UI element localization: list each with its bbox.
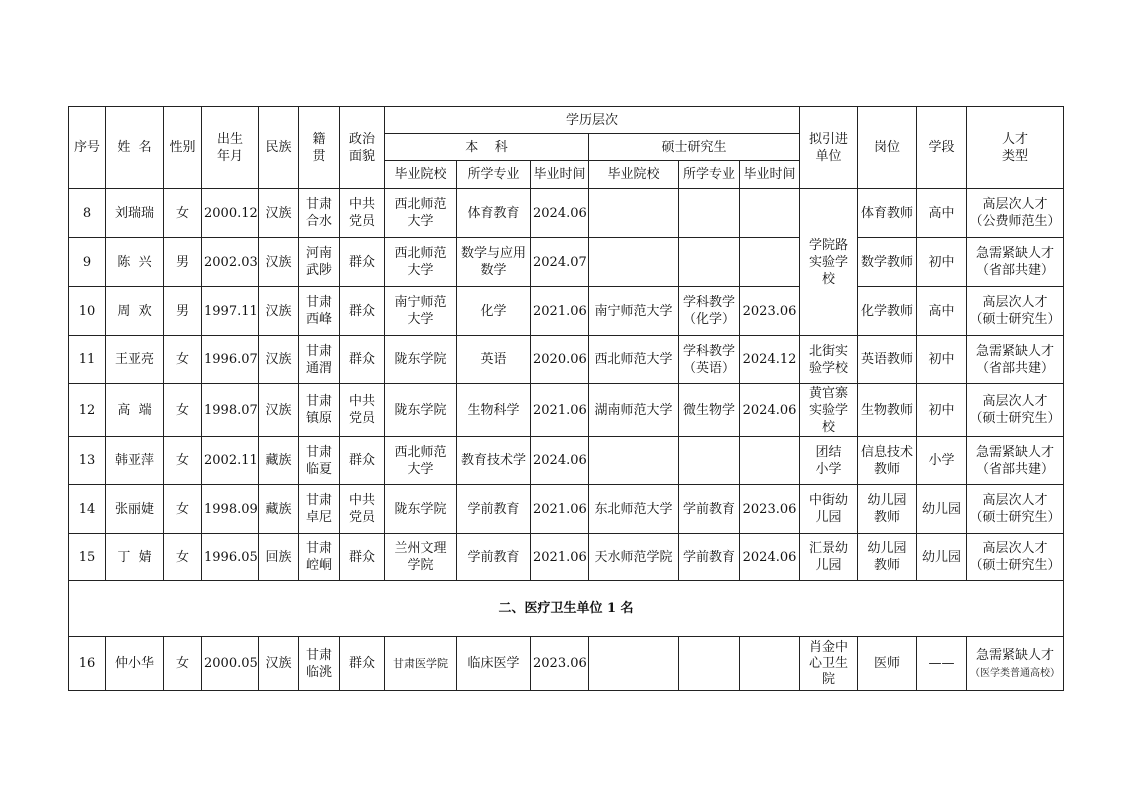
b-school-cell: 兰州文理 学院: [385, 534, 457, 581]
m-school-cell: [589, 238, 679, 287]
hometown-cell: 甘肃 卓尼: [299, 485, 340, 534]
gender-cell: 女: [164, 189, 202, 238]
b-school-cell: 陇东学院: [385, 336, 457, 384]
header-post: 岗位: [858, 107, 917, 189]
b-time-cell: 2023.06: [531, 637, 589, 691]
seq-cell: 11: [69, 336, 106, 384]
talent-cell: 高层次人才 （硕士研究生）: [967, 534, 1064, 581]
b-school-cell: 陇东学院: [385, 485, 457, 534]
header-gender: 性别: [164, 107, 202, 189]
m-school-cell: 天水师范学院: [589, 534, 679, 581]
m-major-cell: [679, 437, 740, 485]
b-time-cell: 2024.06: [531, 437, 589, 485]
header-ethnicity: 民族: [259, 107, 299, 189]
b-major-cell: 化学: [457, 287, 531, 336]
ethnicity-cell: 汉族: [259, 238, 299, 287]
b-major-cell: 数学与应用 数学: [457, 238, 531, 287]
header-unit: 拟引进 单位: [800, 107, 858, 189]
stage-cell: 幼儿园: [917, 534, 967, 581]
stage-cell: ——: [917, 637, 967, 691]
m-school-cell: 西北师范大学: [589, 336, 679, 384]
b-time-cell: 2024.07: [531, 238, 589, 287]
table-row: [69, 189, 1064, 238]
table-row: [69, 637, 1064, 691]
hometown-cell: 甘肃 临洮: [299, 637, 340, 691]
m-time-cell: [740, 189, 800, 238]
hometown-cell: 甘肃 临夏: [299, 437, 340, 485]
b-major-cell: 体育教育: [457, 189, 531, 238]
header-political: 政治 面貌: [340, 107, 385, 189]
b-major-cell: 生物科学: [457, 384, 531, 437]
unit-cell: 黄官寨 实验学 校: [800, 384, 858, 437]
m-time-cell: 2023.06: [740, 287, 800, 336]
stage-cell: 高中: [917, 287, 967, 336]
talent-cell: 高层次人才 （硕士研究生）: [967, 485, 1064, 534]
ethnicity-cell: 汉族: [259, 637, 299, 691]
m-time-cell: [740, 437, 800, 485]
talent-cell: 高层次人才 （公费师范生）: [967, 189, 1064, 238]
birth-cell: 2000.12: [202, 189, 259, 238]
unit-cell: 汇景幼 儿园: [800, 534, 858, 581]
unit-cell: 肖金中 心卫生 院: [800, 637, 858, 691]
post-cell: 医师: [858, 637, 917, 691]
m-major-cell: 学科教学 （英语）: [679, 336, 740, 384]
seq-cell: 9: [69, 238, 106, 287]
b-school-cell: 甘肃医学院: [385, 637, 457, 691]
talent-cell: 急需紧缺人才 （省部共建）: [967, 437, 1064, 485]
m-school-cell: 湖南师范大学: [589, 384, 679, 437]
hometown-cell: 甘肃 镇原: [299, 384, 340, 437]
b-major-cell: 临床医学: [457, 637, 531, 691]
birth-cell: 1998.07: [202, 384, 259, 437]
table-row: [69, 437, 1064, 485]
seq-cell: 14: [69, 485, 106, 534]
post-cell: 幼儿园 教师: [858, 485, 917, 534]
m-major-cell: 微生物学: [679, 384, 740, 437]
ethnicity-cell: 汉族: [259, 336, 299, 384]
stage-cell: 高中: [917, 189, 967, 238]
b-school-cell: 西北师范 大学: [385, 189, 457, 238]
birth-cell: 1996.05: [202, 534, 259, 581]
name-cell: 刘瑞瑞: [106, 189, 164, 238]
seq-cell: 16: [69, 637, 106, 691]
b-major-cell: 英语: [457, 336, 531, 384]
seq-cell: 15: [69, 534, 106, 581]
post-cell: 生物教师: [858, 384, 917, 437]
political-cell: 中共 党员: [340, 485, 385, 534]
table-row: [69, 238, 1064, 287]
table-row: [69, 485, 1064, 534]
political-cell: 群众: [340, 287, 385, 336]
section-title: 二、医疗卫生单位 1 名: [69, 581, 1064, 637]
birth-cell: 1997.11: [202, 287, 259, 336]
gender-cell: 女: [164, 384, 202, 437]
political-cell: 中共 党员: [340, 384, 385, 437]
header-seq: 序号: [69, 107, 106, 189]
hometown-cell: 甘肃 崆峒: [299, 534, 340, 581]
seq-cell: 8: [69, 189, 106, 238]
table-row: [69, 287, 1064, 336]
name-cell: 张丽婕: [106, 485, 164, 534]
b-school-cell: 陇东学院: [385, 384, 457, 437]
ethnicity-cell: 汉族: [259, 384, 299, 437]
section-row: [69, 581, 1064, 637]
talent-table: [68, 106, 1064, 691]
stage-cell: 初中: [917, 336, 967, 384]
table-row: [69, 336, 1064, 384]
talent-cell: 急需紧缺人才 （省部共建）: [967, 238, 1064, 287]
ethnicity-cell: 汉族: [259, 189, 299, 238]
seq-cell: 13: [69, 437, 106, 485]
b-time-cell: 2021.06: [531, 485, 589, 534]
post-cell: 幼儿园 教师: [858, 534, 917, 581]
b-time-cell: 2024.06: [531, 189, 589, 238]
header-education-group: 学历层次: [385, 107, 800, 134]
ethnicity-cell: 藏族: [259, 485, 299, 534]
gender-cell: 男: [164, 287, 202, 336]
m-time-cell: [740, 637, 800, 691]
name-cell: 王亚亮: [106, 336, 164, 384]
header-hometown: 籍 贯: [299, 107, 340, 189]
gender-cell: 女: [164, 485, 202, 534]
gender-cell: 女: [164, 336, 202, 384]
post-cell: 数学教师: [858, 238, 917, 287]
gender-cell: 男: [164, 238, 202, 287]
header-master-group: 硕士研究生: [589, 134, 800, 161]
header-m-school: 毕业院校: [589, 161, 679, 189]
talent-cell: [967, 637, 1064, 691]
post-cell: 信息技术 教师: [858, 437, 917, 485]
unit-cell-merged: 学院路 实验学 校: [800, 189, 858, 336]
unit-cell: 中街幼 儿园: [800, 485, 858, 534]
stage-cell: 初中: [917, 238, 967, 287]
seq-cell: 12: [69, 384, 106, 437]
stage-cell: 小学: [917, 437, 967, 485]
b-school-cell: 西北师范 大学: [385, 238, 457, 287]
header-m-major: 所学专业: [679, 161, 740, 189]
talent-note: （医学类普通高校）: [970, 667, 1061, 679]
m-time-cell: 2023.06: [740, 485, 800, 534]
table-row: [69, 384, 1064, 437]
birth-cell: 1998.09: [202, 485, 259, 534]
header-b-school: 毕业院校: [385, 161, 457, 189]
talent-cell: 高层次人才 （硕士研究生）: [967, 384, 1064, 437]
seq-cell: 10: [69, 287, 106, 336]
m-major-cell: 学前教育: [679, 485, 740, 534]
name-cell: 丁 婧: [106, 534, 164, 581]
header-name: 姓 名: [106, 107, 164, 189]
ethnicity-cell: 汉族: [259, 287, 299, 336]
birth-cell: 2000.05: [202, 637, 259, 691]
stage-cell: 初中: [917, 384, 967, 437]
birth-cell: 2002.03: [202, 238, 259, 287]
political-cell: 群众: [340, 238, 385, 287]
header-b-major: 所学专业: [457, 161, 531, 189]
name-cell: 高 端: [106, 384, 164, 437]
unit-cell: 团结 小学: [800, 437, 858, 485]
gender-cell: 女: [164, 534, 202, 581]
m-school-cell: 南宁师范大学: [589, 287, 679, 336]
header-birth: 出生 年月: [202, 107, 259, 189]
post-cell: 体育教师: [858, 189, 917, 238]
table-row: [69, 534, 1064, 581]
m-time-cell: 2024.12: [740, 336, 800, 384]
header-bachelor-group: 本 科: [385, 134, 589, 161]
m-time-cell: 2024.06: [740, 534, 800, 581]
m-time-cell: [740, 238, 800, 287]
b-major-cell: 教育技术学: [457, 437, 531, 485]
political-cell: 中共 党员: [340, 189, 385, 238]
m-school-cell: 东北师范大学: [589, 485, 679, 534]
m-time-cell: 2024.06: [740, 384, 800, 437]
political-cell: 群众: [340, 534, 385, 581]
talent-main: 急需紧缺人才: [976, 647, 1055, 663]
b-time-cell: 2021.06: [531, 384, 589, 437]
m-school-cell: [589, 637, 679, 691]
header-b-time: 毕业时间: [531, 161, 589, 189]
ethnicity-cell: 回族: [259, 534, 299, 581]
m-school-cell: [589, 437, 679, 485]
b-time-cell: 2020.06: [531, 336, 589, 384]
m-major-cell: [679, 238, 740, 287]
m-major-cell: 学科教学 （化学）: [679, 287, 740, 336]
m-school-cell: [589, 189, 679, 238]
name-cell: 韩亚萍: [106, 437, 164, 485]
political-cell: 群众: [340, 637, 385, 691]
post-cell: 化学教师: [858, 287, 917, 336]
header-m-time: 毕业时间: [740, 161, 800, 189]
hometown-cell: 甘肃 通渭: [299, 336, 340, 384]
m-major-cell: [679, 637, 740, 691]
birth-cell: 1996.07: [202, 336, 259, 384]
b-time-cell: 2021.06: [531, 534, 589, 581]
header-talent: 人才 类型: [967, 107, 1064, 189]
birth-cell: 2002.11: [202, 437, 259, 485]
b-major-cell: 学前教育: [457, 534, 531, 581]
gender-cell: 女: [164, 637, 202, 691]
post-cell: 英语教师: [858, 336, 917, 384]
unit-cell: 北街实 验学校: [800, 336, 858, 384]
hometown-cell: 甘肃 西峰: [299, 287, 340, 336]
b-school-cell: 西北师范 大学: [385, 437, 457, 485]
b-school-cell: 南宁师范 大学: [385, 287, 457, 336]
name-cell: 仲小华: [106, 637, 164, 691]
name-cell: 周 欢: [106, 287, 164, 336]
political-cell: 群众: [340, 437, 385, 485]
talent-cell: 急需紧缺人才 （省部共建）: [967, 336, 1064, 384]
b-major-cell: 学前教育: [457, 485, 531, 534]
political-cell: 群众: [340, 336, 385, 384]
stage-cell: 幼儿园: [917, 485, 967, 534]
hometown-cell: 河南 武陟: [299, 238, 340, 287]
hometown-cell: 甘肃 合水: [299, 189, 340, 238]
m-major-cell: 学前教育: [679, 534, 740, 581]
m-major-cell: [679, 189, 740, 238]
ethnicity-cell: 藏族: [259, 437, 299, 485]
header-stage: 学段: [917, 107, 967, 189]
gender-cell: 女: [164, 437, 202, 485]
b-time-cell: 2021.06: [531, 287, 589, 336]
name-cell: 陈 兴: [106, 238, 164, 287]
talent-cell: 高层次人才 （硕士研究生）: [967, 287, 1064, 336]
